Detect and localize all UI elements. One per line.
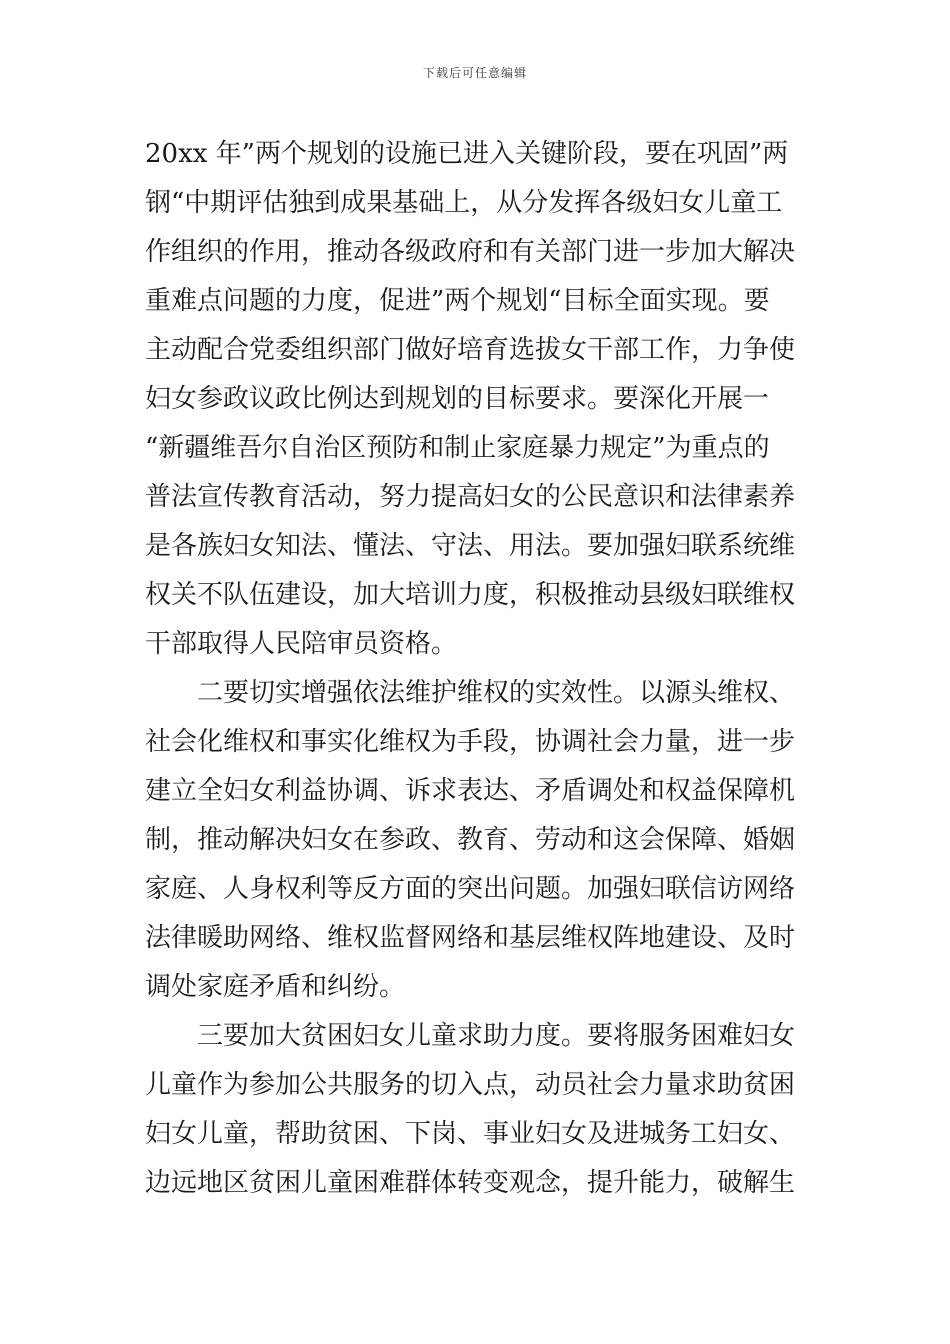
text-line: “新疆维吾尔自治区预防和制止家庭暴力规定”为重点的 — [145, 433, 770, 463]
paragraph-first-line: 二要切实增强依法维护维权的实效性。以源头维权、 — [197, 678, 796, 708]
page-header: 下载后可任意编辑 — [422, 66, 527, 80]
text-line: 制，推动解决妇女在参政、教育、劳动和这会保障、婚姻 — [145, 825, 796, 855]
text-line: 调处家庭矛盾和纠纷。 — [145, 972, 406, 1002]
text-line: 儿童作为参加公共服务的切入点，动员社会力量求助贫困 — [145, 1070, 796, 1100]
text-line: 妇女儿童，帮助贫困、下岗、事业妇女及进城务工妇女、 — [145, 1119, 796, 1149]
text-line: 权关不队伍建设，加大培训力度，积极推动县级妇联维权 — [145, 580, 796, 610]
text-line: 20xx 年”两个规划的设施已进入关键阶段，要在巩固”两 — [145, 139, 789, 169]
text-line: 普法宣传教育活动，努力提高妇女的公民意识和法律素养 — [145, 482, 796, 512]
text-line: 妇女参政议政比例达到规划的目标要求。要深化开展一 — [145, 384, 770, 414]
text-line: 是各族妇女知法、懂法、守法、用法。要加强妇联系统维 — [145, 531, 796, 561]
text-line: 法律暖助网络、维权监督网络和基层维权阵地建设、及时 — [145, 923, 796, 953]
text-line: 重难点问题的力度，促进”两个规划“目标全面实现。要 — [145, 286, 770, 316]
text-line: 作组织的作用，推动各级政府和有关部门进一步加大解决 — [145, 237, 796, 267]
text-line: 主动配合党委组织部门做好培育选拔女干部工作，力争使 — [145, 335, 796, 365]
text-line: 社会化维权和事实化维权为手段，协调社会力量，进一步 — [145, 727, 796, 757]
text-line: 边远地区贫困儿童困难群体转变观念，提升能力，破解生 — [145, 1168, 796, 1198]
text-line: 干部取得人民陪审员资格。 — [145, 629, 458, 659]
text-line: 建立全妇女利益协调、诉求表达、矛盾调处和权益保障机 — [145, 776, 796, 806]
paragraph-first-line: 三要加大贫困妇女儿童求助力度。要将服务困难妇女 — [197, 1021, 796, 1051]
text-line: 钢“中期评估独到成果基础上，从分发挥各级妇女儿童工 — [145, 188, 783, 218]
text-line: 家庭、人身权利等反方面的突出问题。加强妇联信访网络 — [145, 874, 796, 904]
